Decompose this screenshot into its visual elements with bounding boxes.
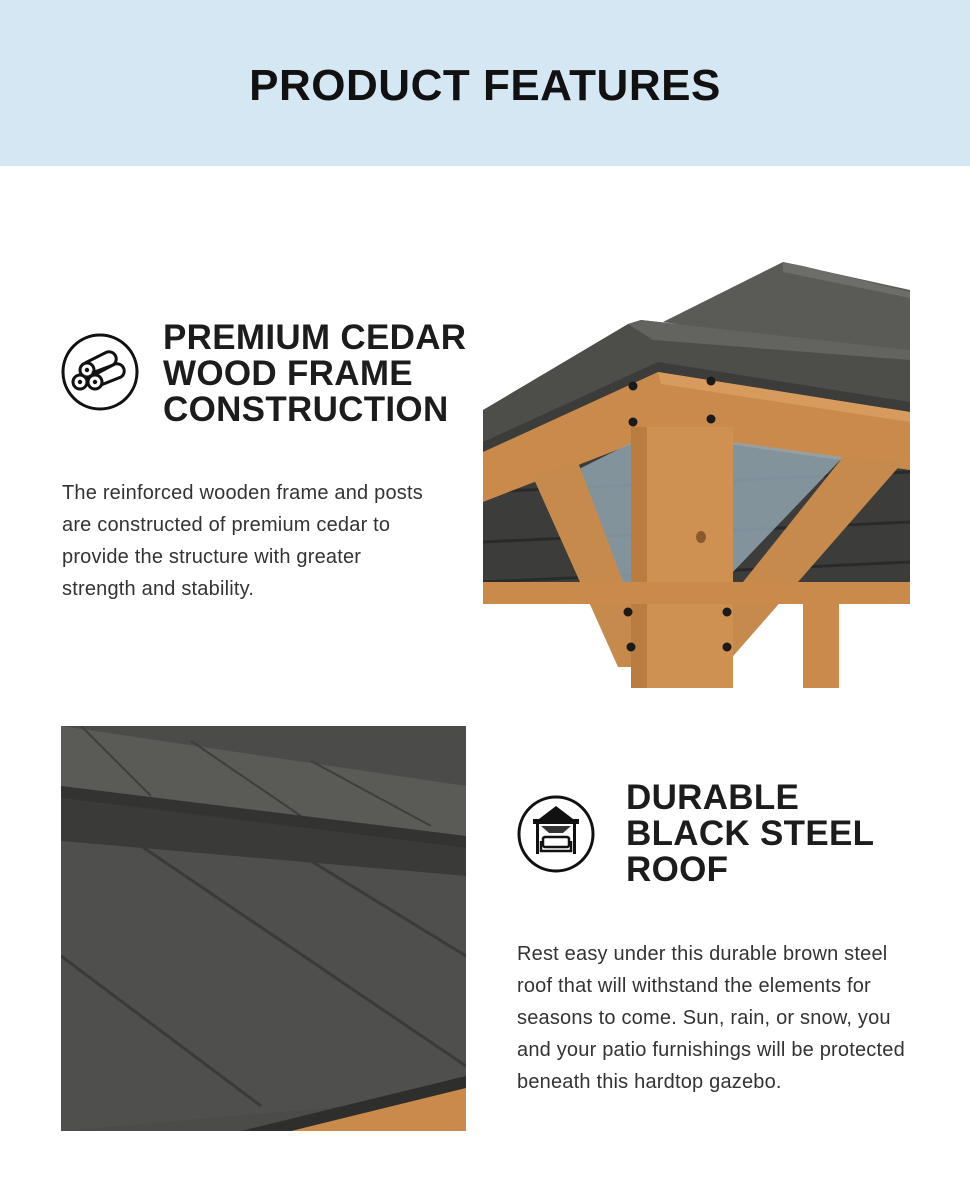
cedar-frame-photo [483, 262, 910, 688]
feature-description: The reinforced wooden frame and posts are constructed of premium cedar to provide the structure with greater strength and stability. [62, 482, 423, 600]
page-title: PRODUCT FEATURES [249, 61, 721, 110]
feature-title: PREMIUM CEDAR WOOD FRAME CONSTRUCTION [163, 318, 467, 429]
steel-roof-photo [61, 726, 466, 1131]
header-banner [0, 0, 970, 166]
gazebo-sofa-icon [517, 795, 595, 873]
wood-logs-icon [61, 333, 139, 411]
feature-description: Rest easy under this durable brown steel roof that will withstand the elements for seasons to come. Sun, rain, or snow, you and your patio furnishings will be protected beneath this hardtop gazebo. [517, 943, 905, 1093]
feature-title: DURABLE BLACK STEEL ROOF [626, 778, 875, 889]
